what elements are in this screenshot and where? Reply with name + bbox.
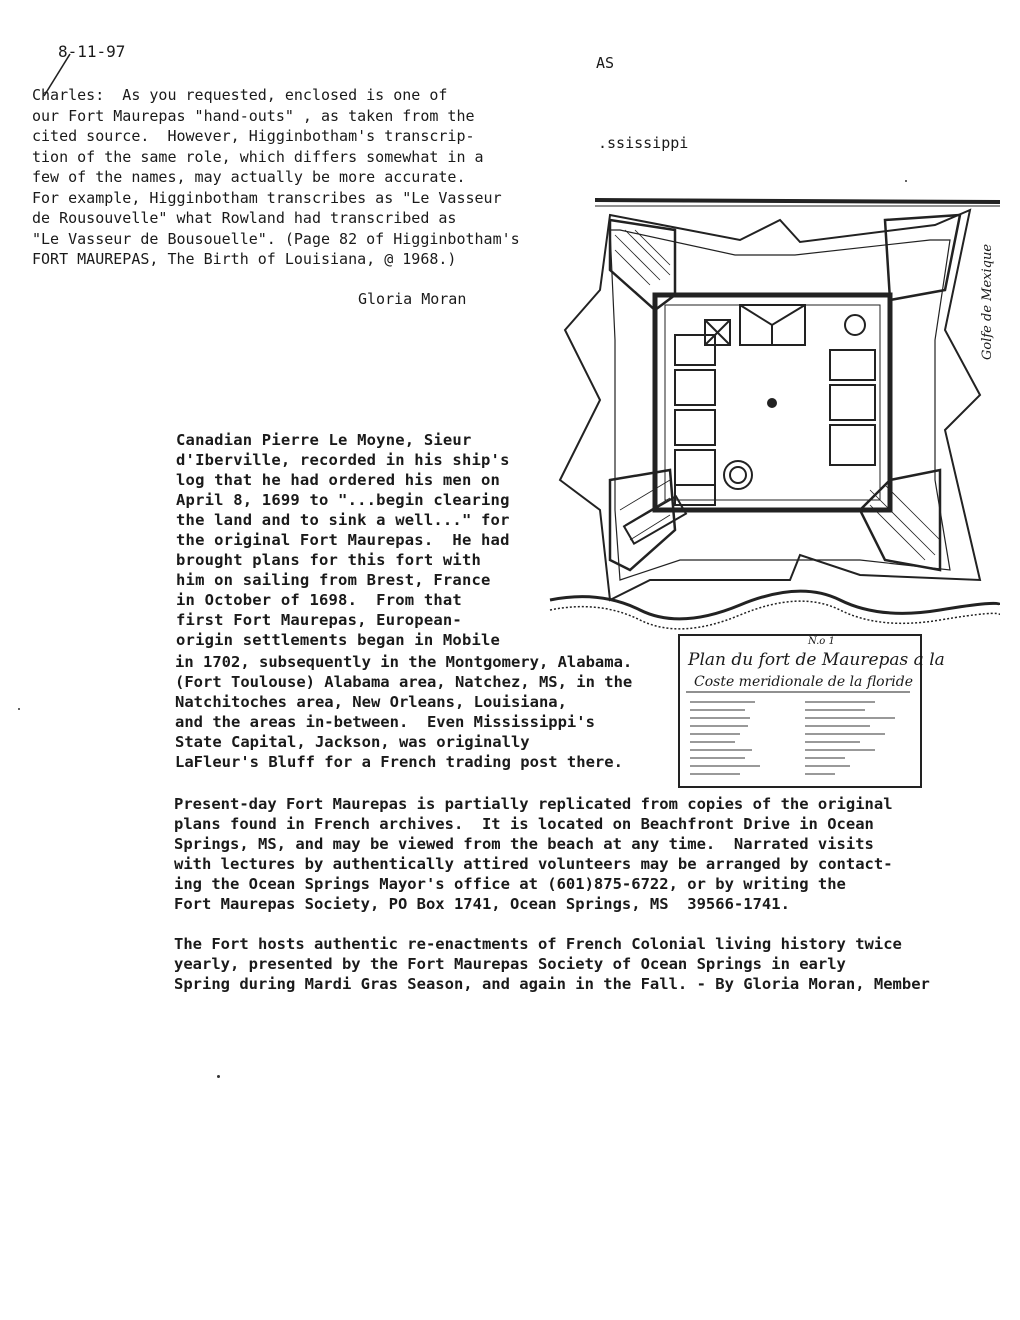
text-line: LaFleur's Bluff for a French trading post there.: [175, 753, 623, 771]
replica-paragraph: [174, 794, 974, 914]
plan-caption-box: [678, 634, 945, 788]
text-line: in 1702, subsequently in the Montgomery, Alabama.: [175, 653, 633, 671]
text-line: State Capital, Jackson, was originally: [175, 733, 530, 751]
text-line: log that he had ordered his men on: [176, 471, 501, 489]
text-line: (Fort Toulouse) Alabama area, Natchez, MS, in the: [175, 673, 633, 691]
note-line: FORT MAUREPAS, The Birth of Louisiana, @ 1968.): [32, 250, 457, 268]
note-line: de Rousouvelle" what Rowland had transcribed as: [32, 209, 457, 227]
note-line: "Le Vasseur de Bousouelle". (Page 82 of Higginbotham's: [32, 229, 520, 248]
caption-title: Plan du fort de Maurepas a la: [688, 650, 945, 670]
text-line: ing the Ocean Springs Mayor's office at (601)875-6722, or by writing the: [174, 875, 846, 893]
history-paragraph: [176, 430, 676, 650]
text-line: Canadian Pierre Le Moyne, Sieur: [176, 431, 472, 449]
text-line: d'Iberville, recorded in his ship's: [176, 451, 510, 469]
text-line: Springs, MS, and may be viewed from the beach at any time. Narrated visits: [174, 835, 874, 853]
text-line: Spring during Mardi Gras Season, and again in the Fall. - By Gloria Moran, Member: [174, 975, 930, 993]
caption-number: N.o 1: [808, 636, 835, 647]
text-line: Present-day Fort Maurepas is partially replicated from copies of the original: [174, 795, 893, 813]
text-line: first Fort Maurepas, European-: [176, 611, 462, 629]
scan-speck: [217, 1075, 220, 1078]
note-line: tion of the same role, which differs somewhat in a: [32, 147, 484, 166]
scan-speck: [905, 180, 907, 182]
text-line: Fort Maurepas Society, PO Box 1741, Ocean Springs, MS 39566-1741.: [174, 895, 790, 913]
reenactment-paragraph: [174, 934, 1004, 994]
history-paragraph-continued: [175, 652, 675, 772]
cover-note: [32, 85, 592, 270]
scan-speck: [18, 708, 20, 710]
text-line: origin settlements began in Mobile: [176, 631, 501, 649]
header-fragment: AS: [596, 54, 615, 72]
text-line: yearly, presented by the Fort Maurepas Society of Ocean Springs in early: [174, 955, 846, 973]
text-line: in October of 1698. From that: [176, 591, 462, 609]
text-line: the land and to sink a well..." for: [176, 511, 510, 529]
text-line: and the areas in-between. Even Mississippi's: [175, 713, 595, 731]
note-line: our Fort Maurepas "hand-outs" , as taken from the: [32, 106, 475, 125]
text-line: brought plans for this fort with: [176, 551, 482, 569]
note-line: Charles: As you requested, enclosed is one of: [32, 86, 448, 104]
text-line: the original Fort Maurepas. He had: [176, 531, 510, 549]
text-line: Natchitoches area, New Orleans, Louisiana,: [175, 693, 567, 711]
text-line: plans found in French archives. It is located on Beachfront Drive in Ocean: [174, 815, 874, 833]
signature: Gloria Moran: [358, 290, 467, 308]
note-line: For example, Higginbotham transcribes as "Le Vasseur: [32, 188, 502, 207]
text-line: The Fort hosts authentic re-enactments of French Colonial living history twice: [174, 935, 902, 953]
caption-subtitle: Coste meridionale de la floride: [694, 674, 914, 690]
text-line: April 8, 1699 to "...begin clearing: [176, 491, 510, 509]
caption-legend-scribbles: [680, 636, 920, 786]
note-line: few of the names, may actually be more accurate.: [32, 168, 466, 186]
text-line: with lectures by authentically attired volunteers may be arranged by contact-: [174, 855, 893, 873]
text-line: him on sailing from Brest, France: [176, 571, 491, 589]
note-line: cited source. However, Higginbotham's transcrip-: [32, 127, 475, 145]
side-annotation: Golfe de Mexique: [980, 243, 995, 360]
date-note: 8-11-97: [58, 42, 126, 61]
header-fragment: .ssissippi: [598, 134, 689, 152]
